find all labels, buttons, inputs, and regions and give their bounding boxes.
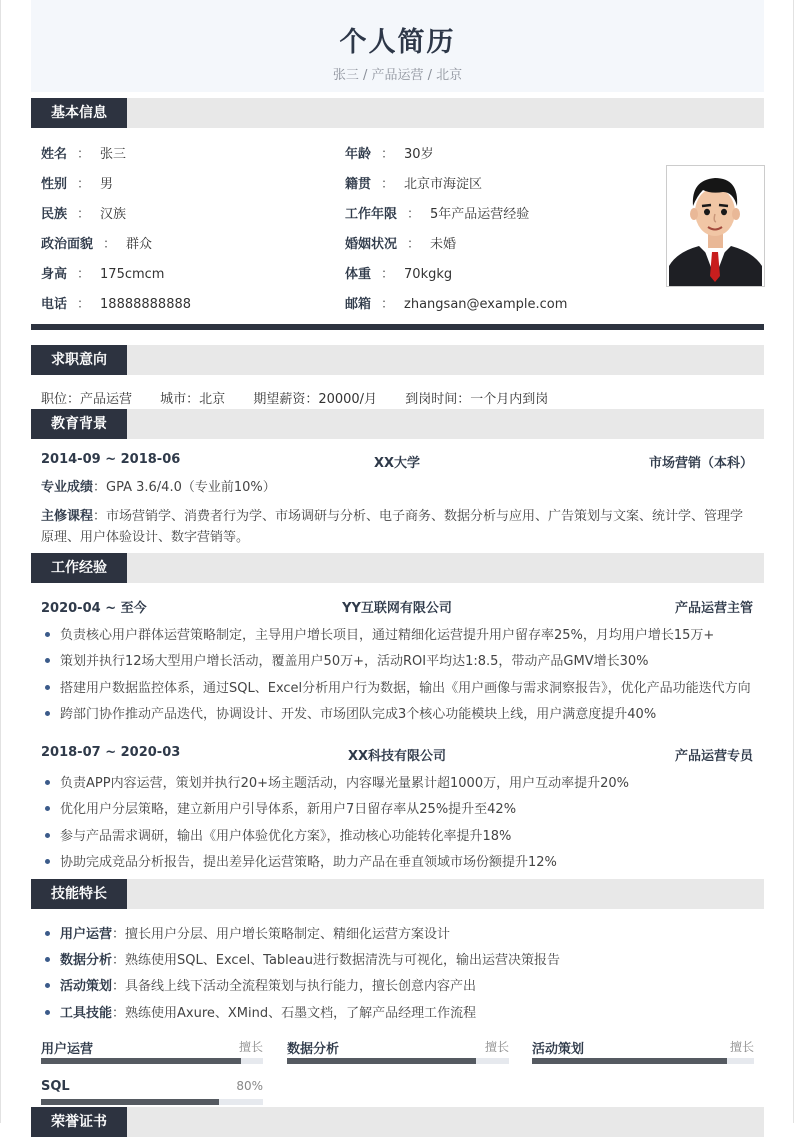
section-work <box>31 553 764 583</box>
section-title-education: 教育背景 <box>31 409 127 439</box>
info-colon: ： <box>103 237 117 252</box>
section-title-skills: 技能特长 <box>31 879 127 909</box>
skill-bar <box>287 1038 509 1066</box>
info-colon: ： <box>381 147 395 162</box>
info-value: zhangsan@example.com <box>404 297 568 312</box>
section-job-intent <box>31 345 764 375</box>
work-title: 产品运营专员 <box>674 749 753 764</box>
courses-text: ：市场营销学、消费者行为学、市场调研与分析、电子商务、数据分析与应用、广告策划与文案、统计学、管理学原理、用户体验设计、数字营销等。 <box>41 509 744 545</box>
skill-bar-fill <box>41 1099 219 1105</box>
skill-bar-name: 用户运营 <box>41 1042 94 1057</box>
bullet-dot <box>45 632 50 637</box>
profile-photo <box>666 165 765 287</box>
info-name <box>41 143 126 162</box>
bullet-dot <box>45 833 50 838</box>
skill-label: 用户运营 <box>60 927 113 942</box>
work-period: 2018-07 ~ 2020-03 <box>41 745 181 760</box>
skill-item <box>41 975 753 994</box>
work-row <box>41 745 753 763</box>
bullet-text: 负责APP内容运营，策划并执行20+场主题活动，内容曝光量累计超1000万，用户互动率提升20% <box>60 776 629 791</box>
intent-start: 到岗时间：一个月内到岗 <box>405 392 549 407</box>
education-major: 市场营销（本科） <box>648 456 753 471</box>
work-company: YY互联网有限公司 <box>342 601 452 616</box>
info-label: 邮箱 <box>345 297 372 312</box>
info-value: 汉族 <box>100 207 127 222</box>
bullet-text: 负责核心用户群体运营策略制定，主导用户增长项目，通过精细化运营提升用户留存率25%，月均用户增长15万+ <box>60 628 715 643</box>
info-value: 北京市海淀区 <box>404 177 483 192</box>
section-title-work: 工作经验 <box>31 553 127 583</box>
bullet-text: 优化用户分层策略，建立新用户引导体系，新用户7日留存率从25%提升至42% <box>60 802 517 817</box>
bullet-dot <box>45 983 50 988</box>
info-gender <box>41 173 113 192</box>
section-skills <box>31 879 764 909</box>
info-colon: ： <box>77 177 91 192</box>
work-row <box>41 597 753 615</box>
bullet-dot <box>45 658 50 663</box>
skill-bar-name: 活动策划 <box>532 1042 585 1057</box>
info-value: 18888888888 <box>100 297 192 312</box>
bullet-dot <box>45 859 50 864</box>
info-label: 性别 <box>41 177 68 192</box>
skill-bar-level: 80% <box>236 1079 263 1093</box>
page-border-left <box>0 0 1 1123</box>
section-education <box>31 409 764 439</box>
work-bullet <box>41 825 753 844</box>
info-colon: ： <box>381 297 395 312</box>
skill-bar-name: SQL <box>41 1079 70 1094</box>
work-title: 产品运营主管 <box>674 601 753 616</box>
resume-header <box>31 0 764 92</box>
education-school: XX大学 <box>373 456 421 471</box>
section-honors <box>31 1107 764 1137</box>
info-colon: ： <box>407 207 421 222</box>
bullet-dot <box>45 685 50 690</box>
grade-text: ：GPA 3.6/4.0（专业前10%） <box>93 480 276 495</box>
section-title-intent: 求职意向 <box>31 345 127 375</box>
info-label: 体重 <box>345 267 372 282</box>
page-subtitle: 张三 / 产品运营 / 北京 <box>332 68 463 83</box>
info-experience <box>345 203 529 222</box>
info-label: 籍贯 <box>345 177 372 192</box>
skill-bar <box>41 1079 263 1107</box>
skill-bar-track <box>41 1058 263 1064</box>
skill-text: ：熟练使用SQL、Excel、Tableau进行数据清洗与可视化，输出运营决策报告 <box>112 953 561 968</box>
bullet-text: 策划并执行12场大型用户增长活动，覆盖用户50万+，活动ROI平均达1:8.5，带动产品GMV增长30% <box>60 654 649 669</box>
intent-position: 职位：产品运营 <box>41 392 133 407</box>
bullet-dot <box>45 1010 50 1015</box>
info-label: 身高 <box>41 267 68 282</box>
skill-bar-level: 擅长 <box>238 1040 263 1054</box>
work-bullet <box>41 851 753 870</box>
info-label: 年龄 <box>345 147 372 162</box>
intent-salary: 期望薪资：20000/月 <box>253 392 378 407</box>
bullet-text: 参与产品需求调研，输出《用户体验优化方案》，推动核心功能转化率提升18% <box>60 829 512 844</box>
skill-label: 活动策划 <box>60 979 113 994</box>
bullet-text: 搭建用户数据监控体系，通过SQL、Excel分析用户行为数据，输出《用户画像与需求洞察报告》，优化产品功能迭代方向 <box>60 681 751 696</box>
skill-text: ：具备线上线下活动全流程策划与执行能力，擅长创意内容产出 <box>112 979 477 994</box>
info-value: 5年产品运营经验 <box>430 207 530 222</box>
skill-bar-track <box>287 1058 509 1064</box>
skill-bar-track <box>532 1058 754 1064</box>
info-label: 政治面貌 <box>41 237 94 252</box>
skill-bar-fill <box>287 1058 476 1064</box>
bullet-dot <box>45 957 50 962</box>
info-colon: ： <box>77 147 91 162</box>
courses-label: 主修课程 <box>41 509 94 524</box>
skill-text: ：擅长用户分层、用户增长策略制定、精细化运营方案设计 <box>112 927 451 942</box>
education-courses <box>41 506 753 548</box>
work-period: 2020-04 ~ 至今 <box>41 601 147 616</box>
bullet-dot <box>45 806 50 811</box>
info-ethnicity <box>41 203 126 222</box>
skill-item <box>41 1002 753 1021</box>
education-period: 2014-09 ~ 2018-06 <box>41 452 181 467</box>
info-value: 群众 <box>126 237 153 252</box>
education-grade <box>41 477 753 498</box>
info-email <box>345 293 567 312</box>
info-label: 工作年限 <box>345 207 398 222</box>
intent-city: 城市：北京 <box>160 392 226 407</box>
skill-bar-level: 擅长 <box>729 1040 754 1054</box>
work-bullet <box>41 677 753 696</box>
skill-bar-track <box>41 1099 263 1105</box>
skill-label: 数据分析 <box>60 953 113 968</box>
info-label: 姓名 <box>41 147 68 162</box>
work-company: XX科技有限公司 <box>347 749 447 764</box>
skill-label: 工具技能 <box>60 1006 113 1021</box>
info-label: 婚姻状况 <box>345 237 398 252</box>
info-colon: ： <box>77 297 91 312</box>
info-colon: ： <box>407 237 421 252</box>
work-bullet <box>41 798 753 817</box>
skill-bar-name: 数据分析 <box>287 1042 340 1057</box>
info-colon: ： <box>77 267 91 282</box>
info-colon: ： <box>381 267 395 282</box>
info-value: 175cmcm <box>100 267 165 282</box>
skill-item <box>41 949 753 968</box>
skill-bar-fill <box>41 1058 241 1064</box>
info-label: 电话 <box>41 297 68 312</box>
info-marital <box>345 233 456 252</box>
info-value: 张三 <box>100 147 127 162</box>
info-age <box>345 143 434 162</box>
work-bullet <box>41 772 753 791</box>
skill-bar <box>532 1038 754 1066</box>
section-basic-info <box>31 98 764 128</box>
bullet-text: 跨部门协作推动产品迭代，协调设计、开发、市场团队完成3个核心功能模块上线，用户满意度提升40% <box>60 707 657 722</box>
skill-item <box>41 923 753 942</box>
skill-bar <box>41 1038 263 1066</box>
info-value: 70kgkg <box>404 267 453 282</box>
avatar-illustration <box>667 166 764 286</box>
info-political <box>41 233 152 252</box>
work-bullet <box>41 650 753 669</box>
info-value: 未婚 <box>430 237 457 252</box>
job-intent-row <box>41 388 572 407</box>
section-title-honors: 荣誉证书 <box>31 1107 127 1137</box>
education-row <box>41 452 753 470</box>
info-colon: ： <box>77 207 91 222</box>
page-title: 个人简历 <box>339 27 456 58</box>
info-value: 30岁 <box>404 147 434 162</box>
info-label: 民族 <box>41 207 68 222</box>
info-colon: ： <box>381 177 395 192</box>
skill-bar-fill <box>532 1058 727 1064</box>
bullet-dot <box>45 931 50 936</box>
info-weight <box>345 263 452 282</box>
work-bullet <box>41 624 753 643</box>
info-value: 男 <box>100 177 114 192</box>
bullet-dot <box>45 780 50 785</box>
info-phone <box>41 293 191 312</box>
work-bullet <box>41 703 753 722</box>
grade-label: 专业成绩 <box>41 480 94 495</box>
bullet-text: 协助完成竞品分析报告，提出差异化运营策略，助力产品在垂直领域市场份额提升12% <box>60 855 557 870</box>
section-title-basic: 基本信息 <box>31 98 127 128</box>
skill-text: ：熟练使用Axure、XMind、石墨文档，了解产品经理工作流程 <box>112 1006 477 1021</box>
info-height <box>41 263 164 282</box>
section-divider <box>31 324 764 330</box>
bullet-dot <box>45 711 50 716</box>
info-hometown <box>345 173 482 192</box>
skill-bar-level: 擅长 <box>484 1040 509 1054</box>
